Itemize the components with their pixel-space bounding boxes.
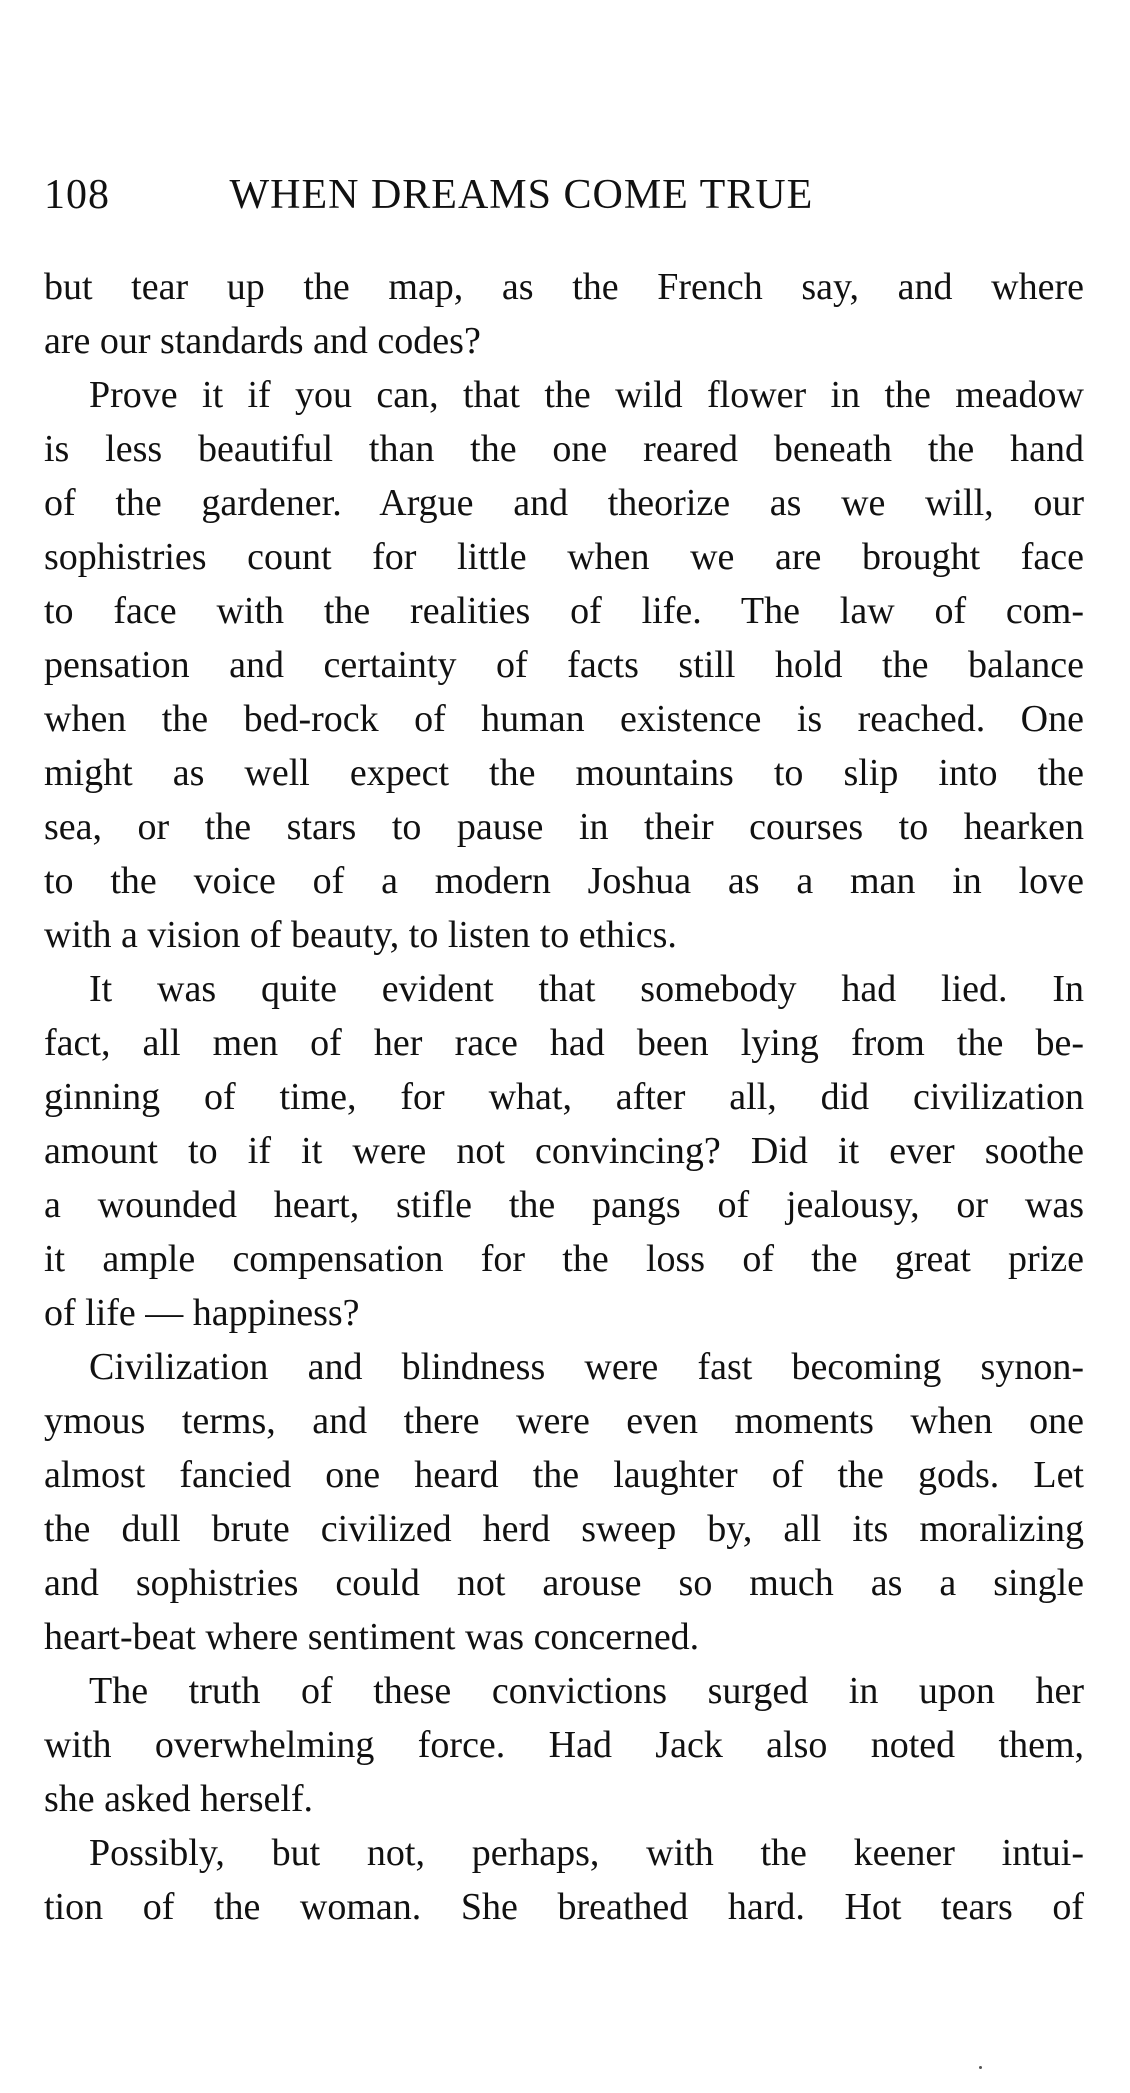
text-line: with overwhelming force. Had Jack also noted them, (44, 1724, 1084, 1766)
text-line: amount to if it were not convincing? Did it ever soothe (44, 1130, 1084, 1172)
text-line: ginning of time, for what, after all, did civilization (44, 1076, 1084, 1118)
text-line: pensation and certainty of facts still hold the balance (44, 644, 1084, 686)
text-line: heart-beat where sentiment was concerned. (44, 1616, 700, 1658)
paragraph (44, 1340, 1084, 1664)
text-line: it ample compensation for the loss of the great prize (44, 1238, 1084, 1280)
text-line: ymous terms, and there were even moments when one (44, 1400, 1084, 1442)
text-line: Civilization and blindness were fast becoming synon- (89, 1346, 1084, 1388)
text-line: Prove it if you can, that the wild flower in the meadow (89, 374, 1084, 416)
page-header (44, 165, 1094, 225)
text-line: to the voice of a modern Joshua as a man in love (44, 860, 1084, 902)
text-line: sophistries count for little when we are brought face (44, 536, 1084, 578)
body-text (44, 260, 1084, 1934)
paragraph (44, 962, 1084, 1340)
text-line: It was quite evident that somebody had lied. In (89, 968, 1084, 1010)
text-line: Possibly, but not, perhaps, with the keener intui- (89, 1832, 1084, 1874)
text-line: with a vision of beauty, to listen to ethics. (44, 914, 677, 956)
text-line: but tear up the map, as the French say, and where (44, 266, 1084, 308)
text-line: is less beautiful than the one reared beneath the hand (44, 428, 1084, 470)
text-line: a wounded heart, stifle the pangs of jealousy, or was (44, 1184, 1084, 1226)
text-line: the dull brute civilized herd sweep by, all its moralizing (44, 1508, 1084, 1550)
text-line: tion of the woman. She breathed hard. Hot tears of (44, 1886, 1084, 1928)
paragraph (44, 368, 1084, 962)
page-number: 108 (44, 172, 110, 218)
text-line: to face with the realities of life. The law of com- (44, 590, 1084, 632)
text-line: are our standards and codes? (44, 320, 481, 362)
print-speck (979, 2066, 982, 2069)
paragraph (44, 1664, 1084, 1826)
text-line: sea, or the stars to pause in their courses to hearken (44, 806, 1084, 848)
text-line: The truth of these convictions surged in upon her (89, 1670, 1084, 1712)
text-line: fact, all men of her race had been lying from the be- (44, 1022, 1084, 1064)
text-line: of the gardener. Argue and theorize as we will, our (44, 482, 1084, 524)
text-line: might as well expect the mountains to slip into the (44, 752, 1084, 794)
text-line: almost fancied one heard the laughter of the gods. Let (44, 1454, 1084, 1496)
text-line: and sophistries could not arouse so much as a single (44, 1562, 1084, 1604)
paragraph (44, 260, 1084, 368)
text-line: she asked herself. (44, 1778, 314, 1820)
text-line: of life — happiness? (44, 1292, 360, 1334)
paragraph (44, 1826, 1084, 1934)
text-line: when the bed-rock of human existence is reached. One (44, 698, 1084, 740)
running-title: WHEN DREAMS COME TRUE (229, 172, 814, 218)
